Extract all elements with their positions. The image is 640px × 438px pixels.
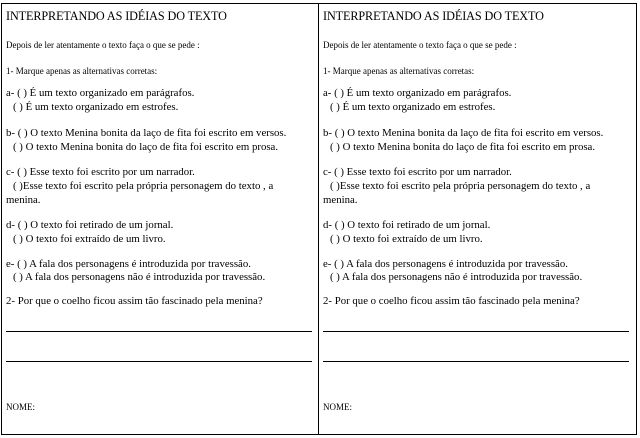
worksheet-column-left (6, 3, 318, 433)
item-b-option-2: ( ) O texto Menina bonita do laço de fita foi escrito em prosa. (13, 141, 279, 153)
item-e-option-2: ( ) A fala dos personagens não é introduzida por travessão. (330, 271, 583, 283)
item-c-option-2: ( )Esse texto foi escrito pela própria personagem do texto , a (330, 180, 591, 192)
item-c-continuation: menina. (6, 194, 41, 206)
item-d-option-1: d- ( ) O texto foi retirado de um jornal. (6, 219, 174, 231)
item-c-continuation: menina. (323, 194, 358, 206)
item-a-option-1: a- ( ) É um texto organizado em parágrafos. (6, 87, 195, 99)
answer-line-1 (6, 331, 312, 332)
item-d-option-2: ( ) O texto foi extraído de um livro. (330, 233, 483, 245)
item-e-option-1: e- ( ) A fala dos personagens é introduzida por travessão. (323, 258, 568, 270)
question-2: 2- Por que o coelho ficou assim tão fascinado pela menina? (6, 295, 263, 307)
name-label: NOME: (323, 402, 352, 412)
worksheet-column-right (323, 3, 635, 433)
question-1-heading: 1- Marque apenas as alternativas corretas: (6, 66, 158, 76)
answer-line-1 (323, 331, 629, 332)
question-2: 2- Por que o coelho ficou assim tão fascinado pela menina? (323, 295, 580, 307)
answer-line-2 (6, 361, 312, 362)
worksheet-title: INTERPRETANDO AS IDÉIAS DO TEXTO (323, 9, 544, 23)
item-c-option-1: c- ( ) Esse texto foi escrito por um narrador. (323, 166, 512, 178)
item-b-option-2: ( ) O texto Menina bonita do laço de fita foi escrito em prosa. (330, 141, 596, 153)
item-b-option-1: b- ( ) O texto Menina bonita da laço de fita foi escrito em versos. (323, 127, 604, 139)
item-c-option-1: c- ( ) Esse texto foi escrito por um narrador. (6, 166, 195, 178)
worksheet-title: INTERPRETANDO AS IDÉIAS DO TEXTO (6, 9, 227, 23)
question-1-heading: 1- Marque apenas as alternativas corretas: (323, 66, 475, 76)
item-d-option-1: d- ( ) O texto foi retirado de um jornal. (323, 219, 491, 231)
instruction-text: Depois de ler atentamente o texto faça o que se pede : (323, 40, 517, 50)
item-c-option-2: ( )Esse texto foi escrito pela própria personagem do texto , a (13, 180, 274, 192)
item-e-option-1: e- ( ) A fala dos personagens é introduzida por travessão. (6, 258, 251, 270)
item-e-option-2: ( ) A fala dos personagens não é introduzida por travessão. (13, 271, 266, 283)
item-a-option-2: ( ) É um texto organizado em estrofes. (330, 101, 496, 113)
item-a-option-1: a- ( ) É um texto organizado em parágrafos. (323, 87, 512, 99)
column-divider (318, 3, 319, 435)
instruction-text: Depois de ler atentamente o texto faça o que se pede : (6, 40, 200, 50)
answer-line-2 (323, 361, 629, 362)
item-d-option-2: ( ) O texto foi extraído de um livro. (13, 233, 166, 245)
name-label: NOME: (6, 402, 35, 412)
item-b-option-1: b- ( ) O texto Menina bonita da laço de fita foi escrito em versos. (6, 127, 287, 139)
item-a-option-2: ( ) É um texto organizado em estrofes. (13, 101, 179, 113)
